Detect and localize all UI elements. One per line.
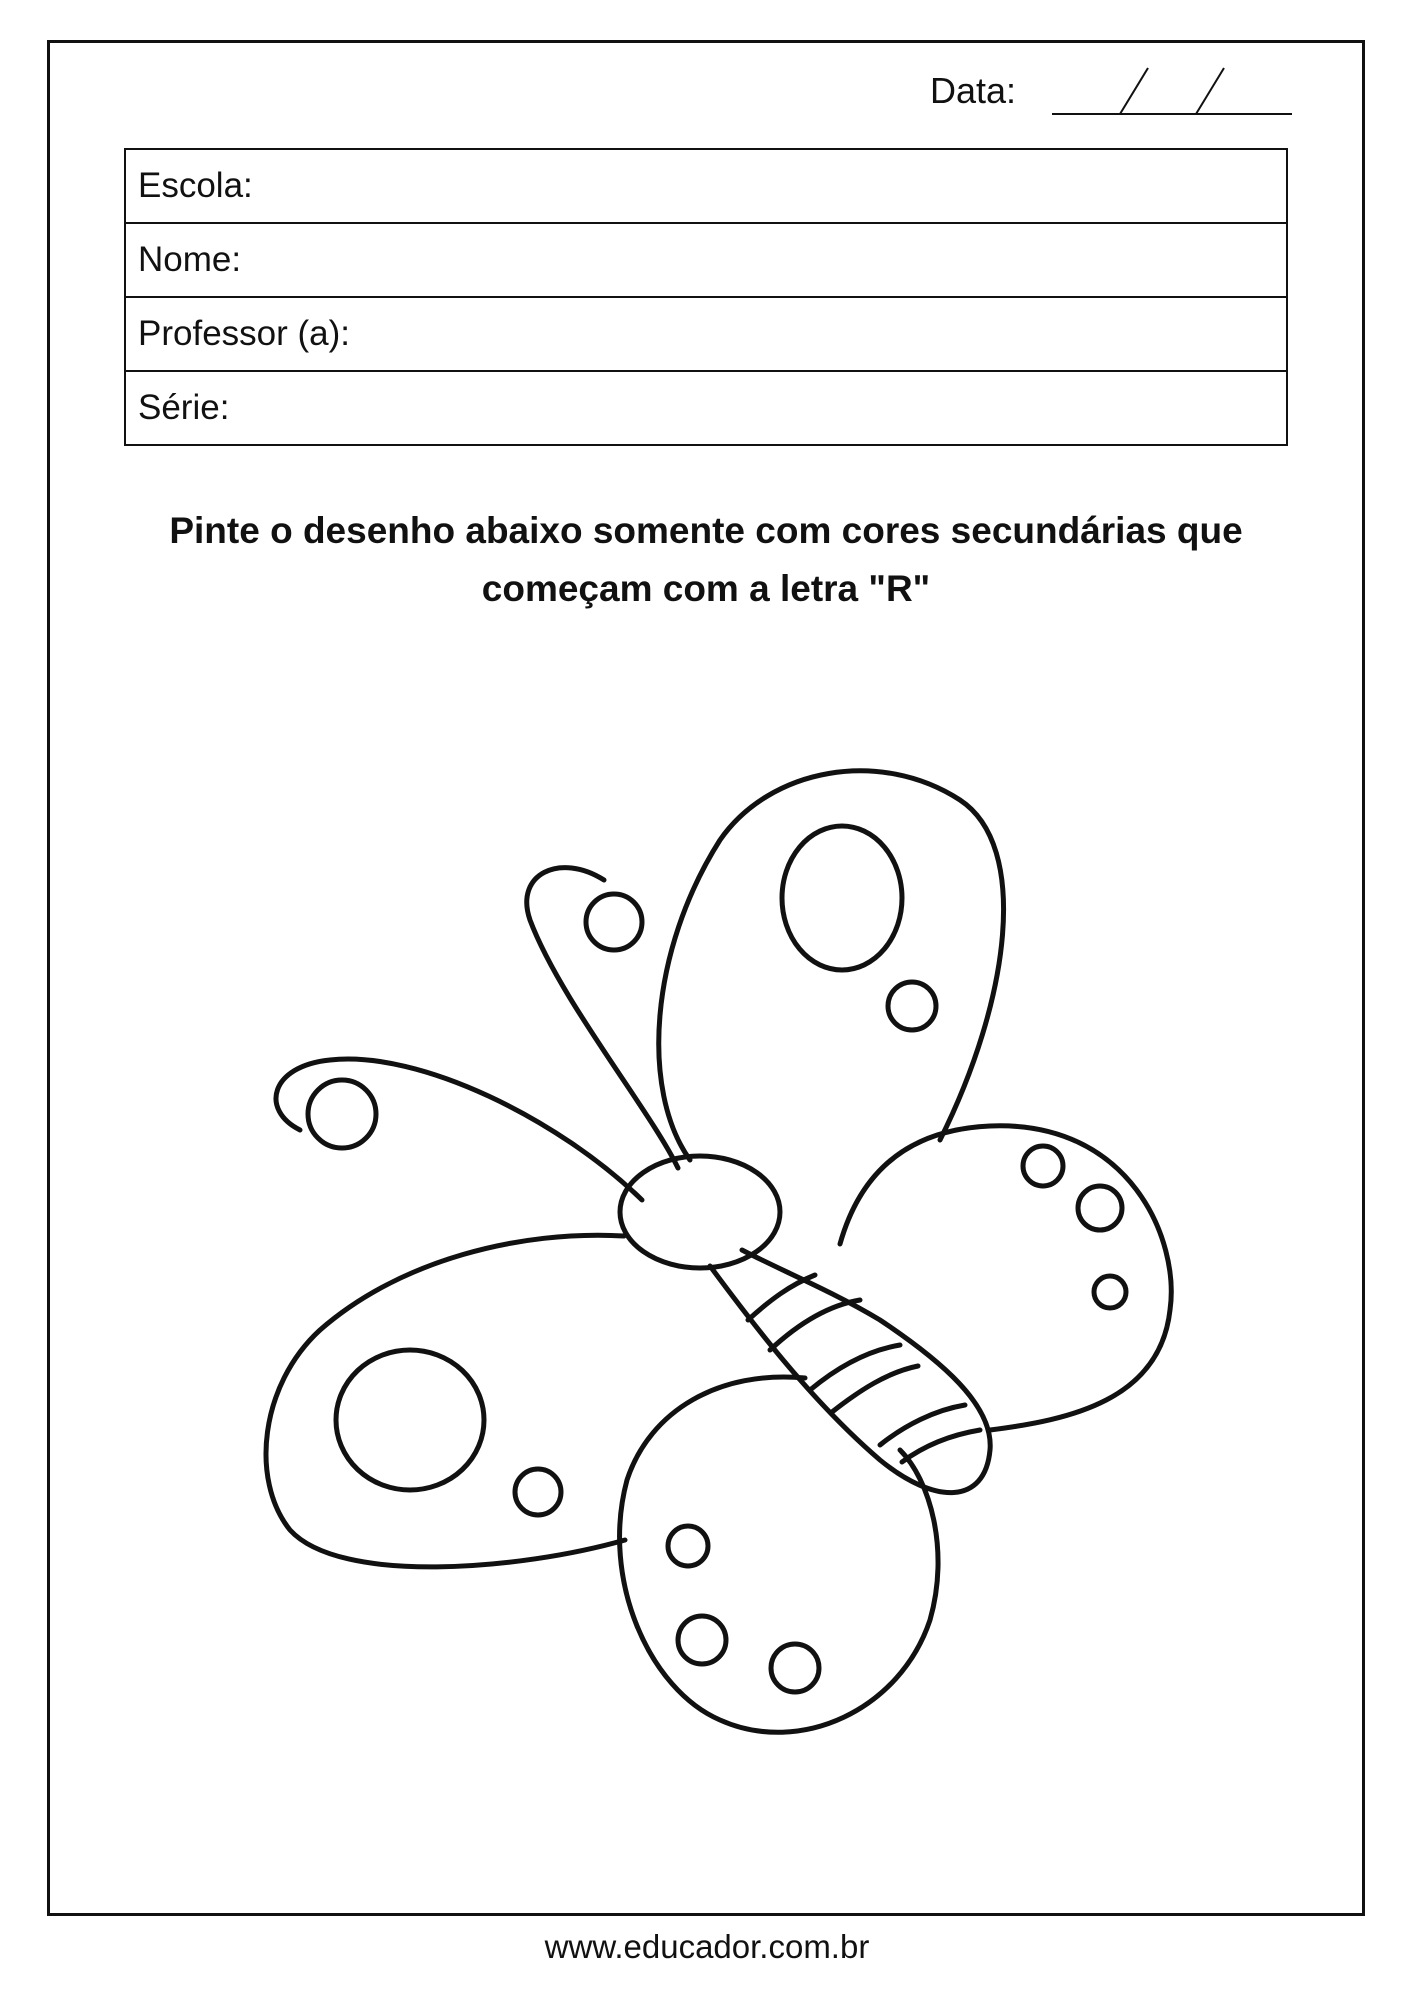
footer-website: www.educador.com.br [544, 1928, 870, 1965]
school-field[interactable] [126, 150, 1286, 224]
name-field[interactable] [126, 224, 1286, 298]
date-blank[interactable] [1052, 64, 1292, 120]
grade-field[interactable] [126, 372, 1286, 444]
grade-label: Série: [138, 388, 230, 427]
teacher-label: Professor (a): [138, 314, 350, 353]
school-label: Escola: [138, 166, 253, 205]
instruction-text: Pinte o desenho abaixo somente com cores secundárias que começam com a letra "R" [169, 510, 1243, 609]
name-label: Nome: [138, 240, 242, 279]
butterfly-icon [150, 700, 1260, 1810]
info-table [124, 148, 1288, 446]
date-label: Data: [930, 70, 1017, 111]
teacher-field[interactable] [126, 298, 1286, 372]
